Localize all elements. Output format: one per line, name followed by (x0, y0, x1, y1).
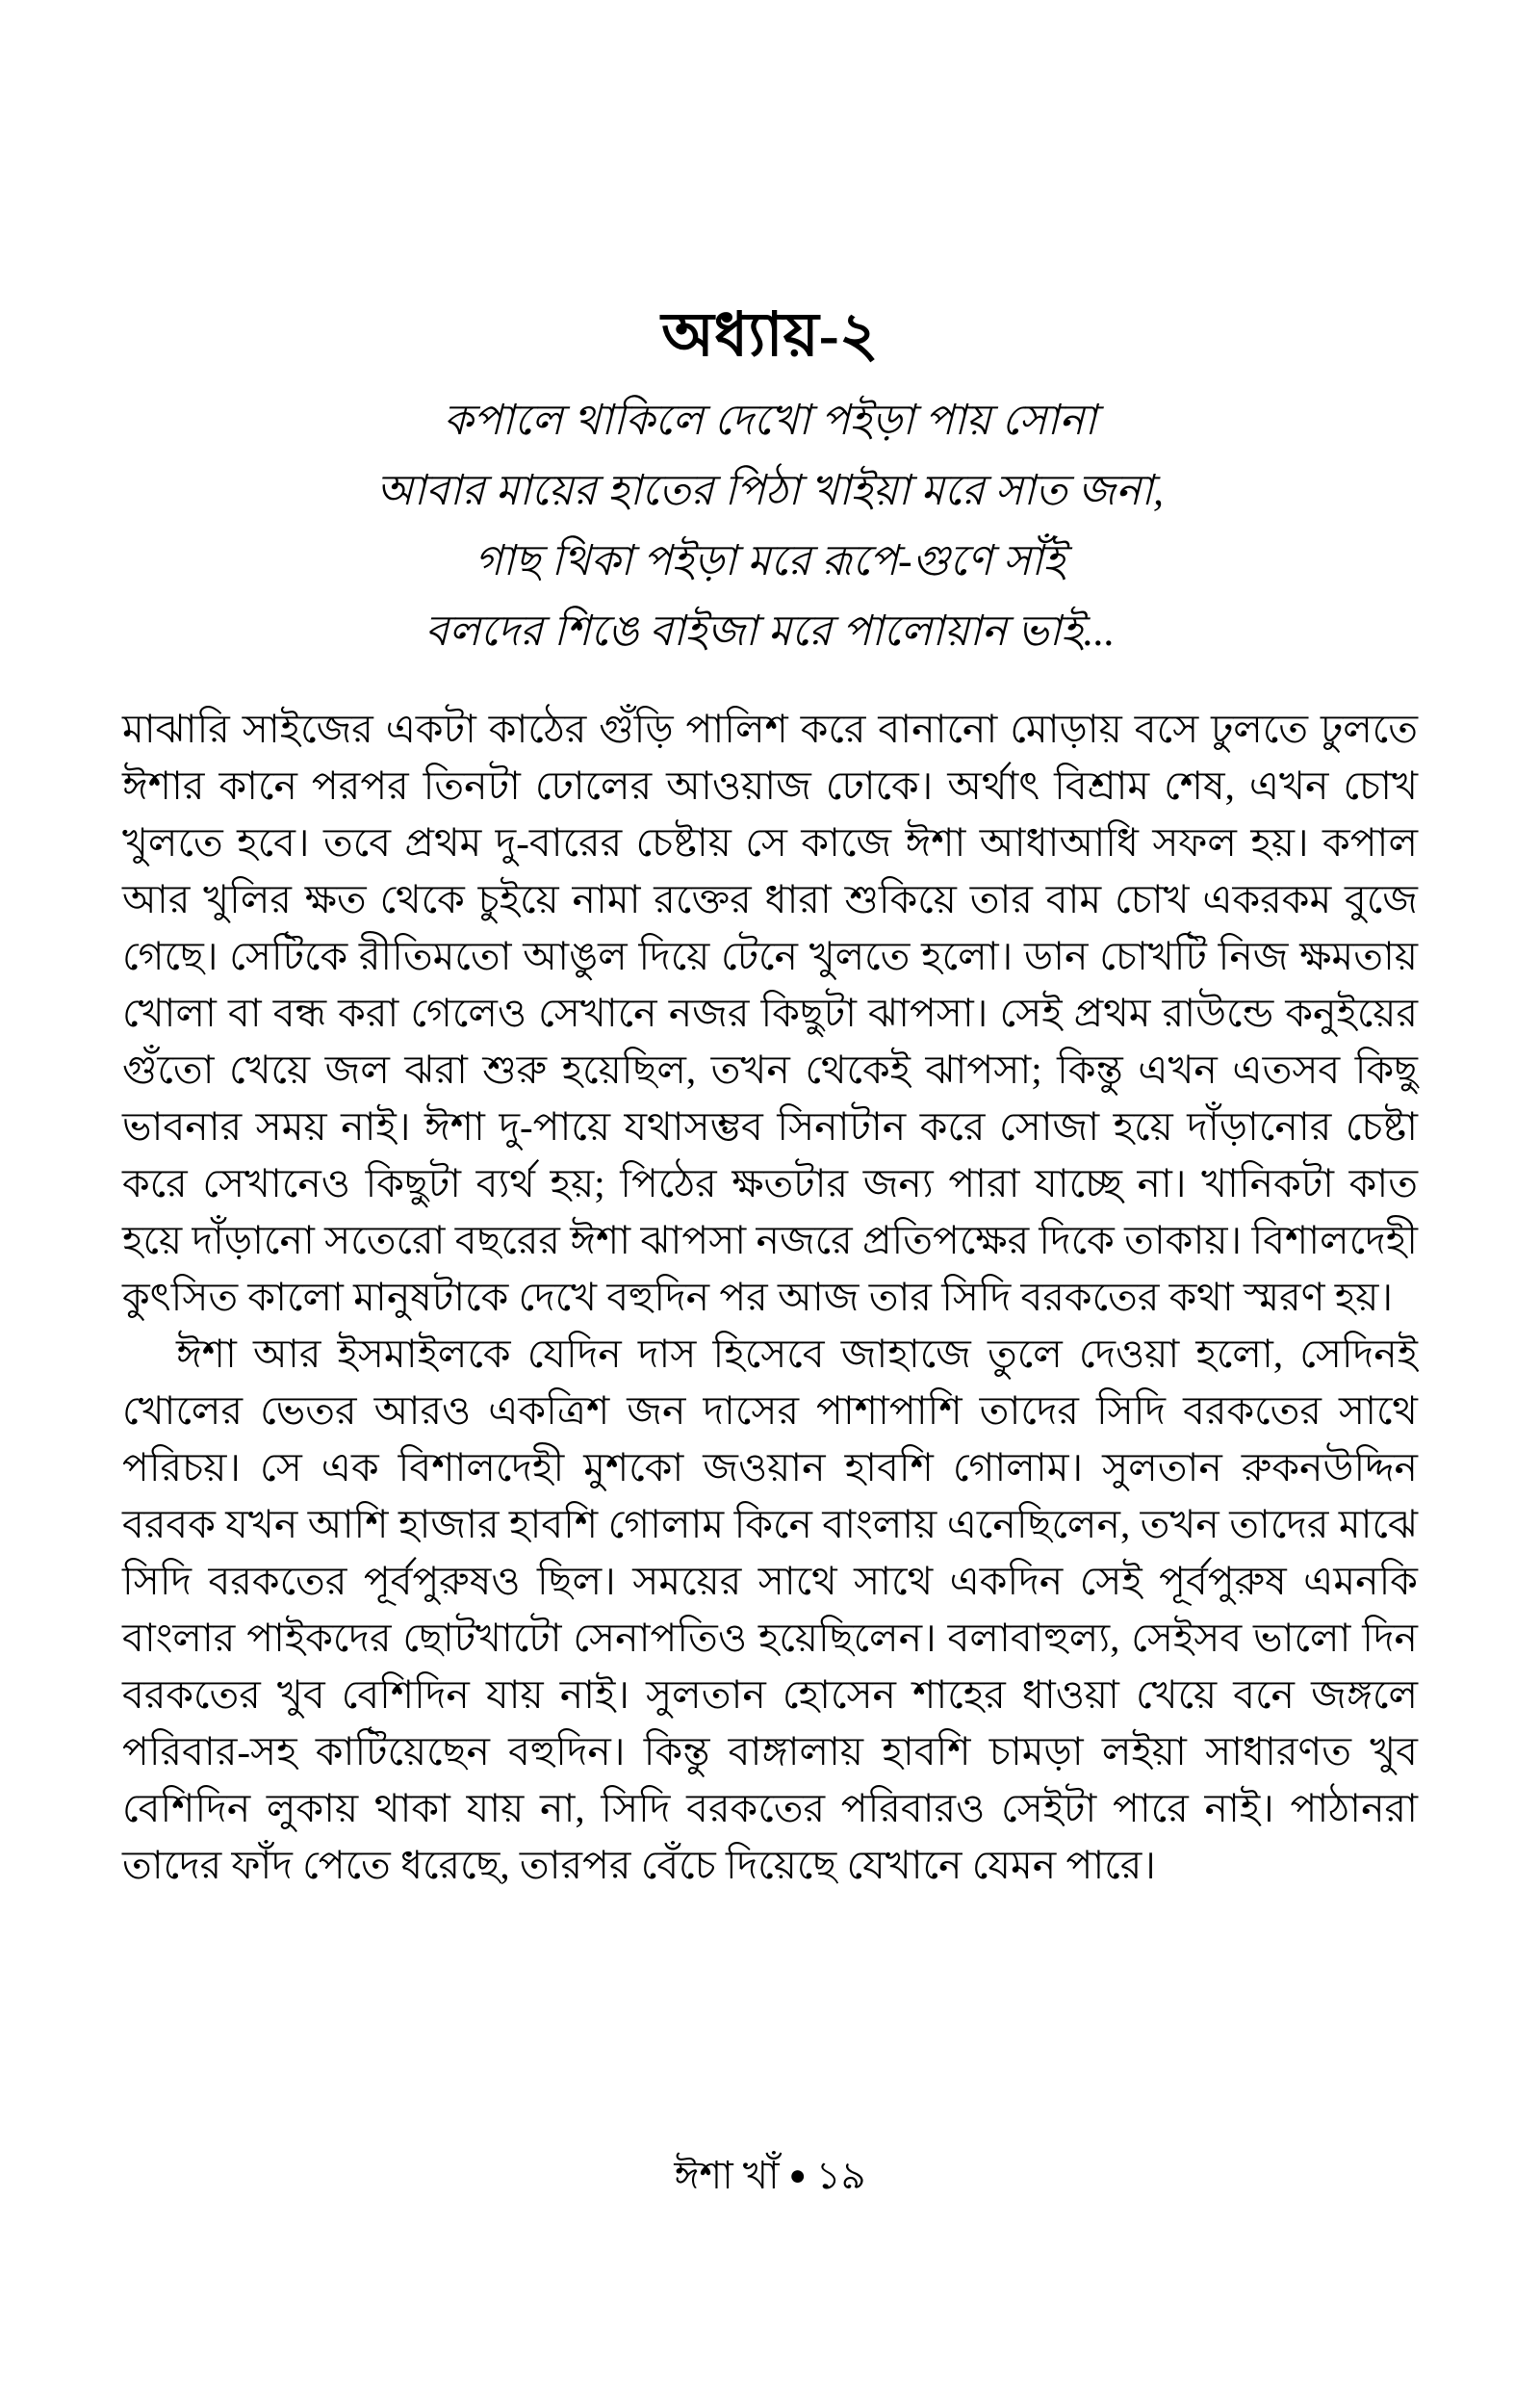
paragraph: ঈশা আর ইসমাইলকে যেদিন দাস হিসেবে জাহাজে তুলে দেওয়া হলো, সেদিনই খোলের ভেতর আরও একত্রিশ জন দাসের পাশাপাশি তাদের সিদি বরকতের সাথে পরিচয়। সে এক বিশালদেহী মুশকো জওয়ান হাবশি গোলাম। সুলতান রুকনউদ্দিন বরবক যখন আশি হাজার হাবশি গোলাম কিনে বাংলায় এনেছিলেন, তখন তাদের মাঝে সিদি বরকতের পূর্বপুরুষও ছিল। সময়ের সাথে সাথে একদিন সেই পূর্বপুরুষ এমনকি বাংলার পাইকদের ছোটখাটো সেনাপতিও হয়েছিলেন। বলাবাহুল্য, সেইসব ভালো দিন বরকতের খুব বেশিদিন যায় নাই। সুলতান হোসেন শাহের ধাওয়া খেয়ে বনে জঙ্গলে পরিবার-সহ কাটিয়েছেন বহুদিন। কিন্তু বাঙ্গালায় হাবশি চামড়া লইয়া সাধারণত খুব বেশিদিন লুকায় থাকা যায় না, সিদি বরকতের পরিবারও সেইটা পারে নাই। পাঠানরা তাদের ফাঁদ পেতে ধরেছে, তারপর বেঁচে দিয়েছে যেখানে যেমন পারে। (122, 1332, 1418, 1888)
epigraph-line: আবার মায়ের হাতের পিঠা খাইয়া মরে সাত জনা, (375, 467, 1165, 515)
epigraph-line: গাছ থিকা পইড়া মরে রূপে-গুণে সাঁই (475, 537, 1065, 585)
epigraph-line: বলদের শিঙে বাইজা মরে পালোয়ান ভাই... (424, 608, 1116, 656)
epigraph-line: কপালে থাকিলে দেখো পইড়া পায় সোনা (443, 397, 1097, 445)
paragraph: মাঝারি সাইজের একটা কাঠের গুঁড়ি পালিশ করে বানানো মোড়ায় বসে ঢুলতে ঢুলতে ঈশার কানে পরপর তিনটা ঢোলের আওয়াজ ঢোকে। অর্থাৎ বিশ্রাম শেষ, এখন চোখ খুলতে হবে। তবে প্রথম দু-বারের চেষ্টায় সে কাজে ঈশা আধাআধি সফল হয়। কপাল আর খুলির ক্ষত থেকে চুইয়ে নামা রক্তের ধারা শুকিয়ে তার বাম চোখ একরকম বুজে গেছে। সেটিকে রীতিমতো আঙুল দিয়ে টেনে খুলতে হলো। ডান চোখটি নিজ ক্ষমতায় খোলা বা বন্ধ করা গেলেও সেখানে নজর কিছুটা ঝাপসা। সেই প্রথম রাউন্ডে কনুইয়ের গুঁতো খেয়ে জল ঝরা শুরু হয়েছিল, তখন থেকেই ঝাপসা; কিন্তু এখন এতসব কিছু ভাবনার সময় নাই। ঈশা দু-পায়ে যথাসম্ভব সিনাটান করে সোজা হয়ে দাঁড়ানোর চেষ্টা করে সেখানেও কিছুটা ব্যর্থ হয়; পিঠের ক্ষতটার জন্য পারা যাচ্ছে না। খানিকটা কাত হয়ে দাঁড়ানো সতেরো বছরের ঈশা ঝাপসা নজরে প্রতিপক্ষের দিকে তাকায়। বিশালদেহী কুৎসিত কালো মানুষটাকে দেখে বহুদিন পর আজ তার সিদি বরকতের কথা স্মরণ হয়। (122, 707, 1418, 1320)
footer-book-title: ঈশা খাঁ (674, 2154, 780, 2197)
running-footer (0, 2153, 1540, 2199)
footer-page-number: ১৯ (815, 2154, 866, 2197)
chapter-title: অধ্যায়-২ (661, 301, 879, 369)
footer-bullet-icon: ● (788, 2160, 807, 2191)
body-text (122, 701, 1418, 1894)
epigraph-verse (0, 385, 1540, 666)
